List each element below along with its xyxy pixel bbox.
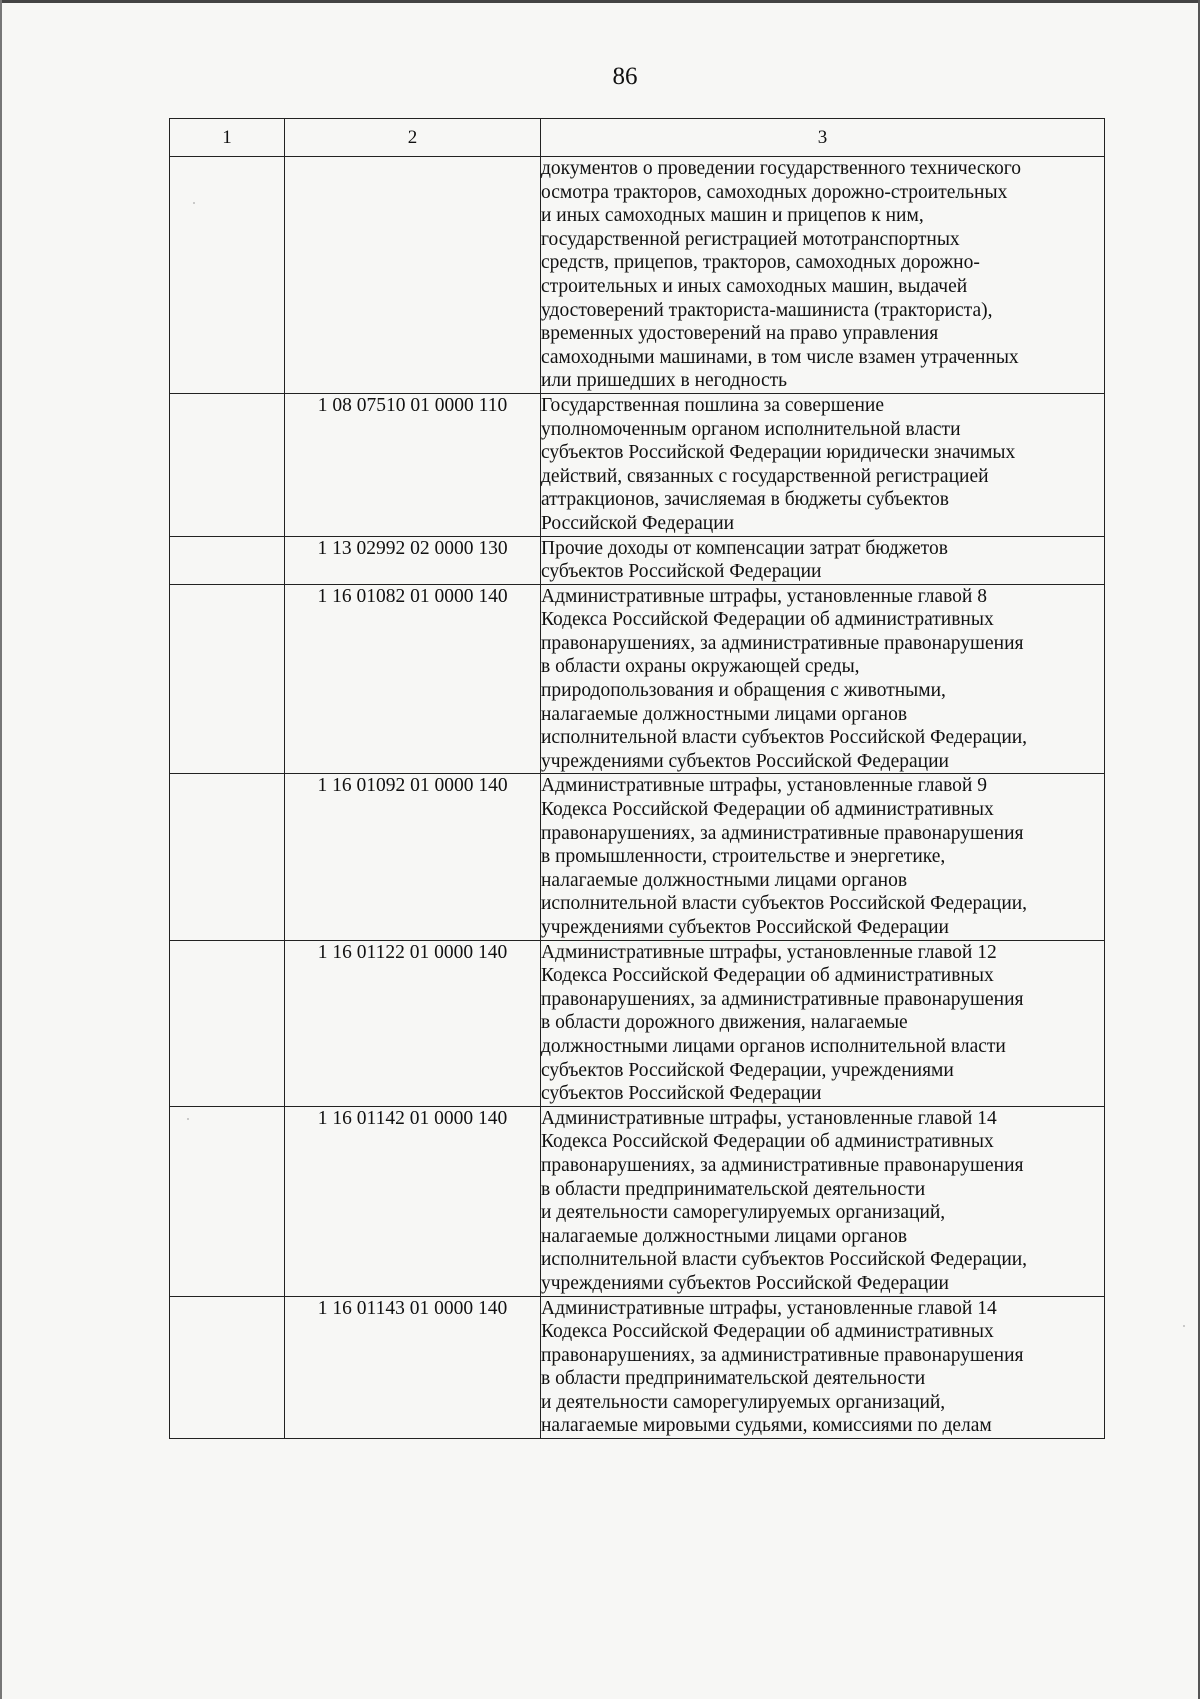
description-line: строительных и иных самоходных машин, выдачей	[541, 275, 968, 297]
description-line: осмотра тракторов, самоходных дорожно-строительных	[541, 181, 1008, 203]
description-line: Административные штрафы, установленные главой 9	[541, 775, 987, 797]
description-line: налагаемые должностными лицами органов	[541, 869, 908, 891]
budget-code-cell: 1 16 01143 01 0000 140	[285, 1296, 541, 1439]
description-line: налагаемые должностными лицами органов	[541, 1225, 908, 1247]
description-line: учреждениями субъектов Российской Федерации	[541, 750, 949, 772]
budget-code-cell: 1 16 01082 01 0000 140	[285, 584, 541, 774]
description-line: правонарушениях, за административные правонарушения	[541, 988, 1024, 1010]
description-line: правонарушениях, за административные правонарушения	[541, 632, 1024, 654]
description-line: в области предпринимательской деятельности	[541, 1368, 926, 1390]
description-line: удостоверений тракториста-машиниста (тракториста),	[541, 299, 993, 321]
description-line: субъектов Российской Федерации	[541, 1083, 822, 1105]
description-line: действий, связанных с государственной регистрацией	[541, 465, 989, 487]
description-line: в области дорожного движения, налагаемые	[541, 1012, 908, 1034]
description-line: Государственная пошлина за совершение	[541, 394, 885, 416]
revenue-description-cell	[541, 584, 1105, 774]
description-line: Административные штрафы, установленные главой 8	[541, 585, 987, 607]
description-line: Административные штрафы, установленные главой 14	[541, 1107, 997, 1129]
description-line: исполнительной власти субъектов Российской Федерации,	[541, 893, 1028, 915]
description-line: Административные штрафы, установленные главой 14	[541, 1297, 997, 1319]
description-line: самоходными машинами, в том числе взамен утраченных	[541, 346, 1019, 368]
table-row	[170, 940, 1105, 1106]
description-line: Прочие доходы от компенсации затрат бюджетов	[541, 537, 948, 559]
row-number-cell	[170, 393, 285, 536]
description-line: в области охраны окружающей среды,	[541, 656, 860, 678]
revenue-description-cell	[541, 940, 1105, 1106]
description-line: правонарушениях, за административные правонарушения	[541, 1344, 1024, 1366]
description-line: государственной регистрацией мототранспортных	[541, 228, 960, 250]
column-header-3: 3	[541, 119, 1105, 157]
description-line: субъектов Российской Федерации юридически значимых	[541, 442, 1016, 464]
description-line: в промышленности, строительстве и энергетике,	[541, 846, 946, 868]
description-line: налагаемые должностными лицами органов	[541, 703, 908, 725]
table-row	[170, 536, 1105, 584]
description-line: правонарушениях, за административные правонарушения	[541, 822, 1024, 844]
table-row	[170, 393, 1105, 536]
description-line: и деятельности саморегулируемых организаций,	[541, 1391, 946, 1413]
description-line: исполнительной власти субъектов Российской Федерации,	[541, 1249, 1028, 1271]
description-line: Кодекса Российской Федерации об административных	[541, 799, 994, 821]
scan-speck	[193, 202, 195, 204]
table-row	[170, 774, 1105, 940]
scan-edge-left	[0, 0, 2, 1699]
description-line: субъектов Российской Федерации	[541, 561, 822, 583]
table-row	[170, 1296, 1105, 1439]
budget-code-cell: 1 16 01122 01 0000 140	[285, 940, 541, 1106]
row-number-cell	[170, 1106, 285, 1296]
scan-edge-top	[0, 0, 1200, 3]
scan-speck	[1183, 1325, 1185, 1327]
row-number-cell	[170, 584, 285, 774]
revenue-codes-table	[169, 118, 1105, 1439]
table-row	[170, 157, 1105, 394]
description-line: учреждениями субъектов Российской Федерации	[541, 917, 949, 938]
description-line: исполнительной власти субъектов Российской Федерации,	[541, 727, 1028, 749]
description-line: и деятельности саморегулируемых организаций,	[541, 1202, 946, 1224]
revenue-description-cell	[541, 393, 1105, 536]
description-line: документов о проведении государственного технического	[541, 158, 1022, 179]
description-line: налагаемые мировыми судьями, комиссиями по делам	[541, 1415, 992, 1437]
budget-code-cell	[285, 157, 541, 394]
row-number-cell	[170, 940, 285, 1106]
description-line: средств, прицепов, тракторов, самоходных дорожно-	[541, 252, 980, 274]
description-line: Кодекса Российской Федерации об административных	[541, 1321, 994, 1343]
table-row	[170, 584, 1105, 774]
column-header-2: 2	[285, 119, 541, 157]
description-line: Кодекса Российской Федерации об административных	[541, 1131, 994, 1153]
revenue-description-cell	[541, 157, 1105, 394]
budget-code-cell: 1 08 07510 01 0000 110	[285, 393, 541, 536]
row-number-cell	[170, 157, 285, 394]
description-line: в области предпринимательской деятельности	[541, 1178, 926, 1200]
column-header-1: 1	[170, 119, 285, 157]
description-line: должностными лицами органов исполнительной власти	[541, 1035, 1006, 1057]
description-line: аттракционов, зачисляемая в бюджеты субъектов	[541, 489, 949, 511]
page-number: 86	[612, 63, 638, 90]
description-line: Российской Федерации	[541, 512, 735, 534]
description-line: субъектов Российской Федерации, учреждениями	[541, 1059, 954, 1081]
description-line: Кодекса Российской Федерации об административных	[541, 965, 994, 987]
description-line: природопользования и обращения с животными,	[541, 680, 946, 702]
description-line: Кодекса Российской Федерации об административных	[541, 609, 994, 631]
revenue-description-cell	[541, 774, 1105, 940]
description-line: или пришедших в негодность	[541, 370, 788, 392]
table-header-row	[170, 119, 1105, 157]
description-line: учреждениями субъектов Российской Федерации	[541, 1272, 949, 1294]
scan-speck	[187, 1118, 189, 1120]
description-line: правонарушениях, за административные правонарушения	[541, 1154, 1024, 1176]
table-row	[170, 1106, 1105, 1296]
table-body	[170, 157, 1105, 1439]
revenue-description-cell	[541, 1106, 1105, 1296]
description-line: Административные штрафы, установленные главой 12	[541, 941, 997, 963]
budget-code-cell: 1 16 01142 01 0000 140	[285, 1106, 541, 1296]
row-number-cell	[170, 536, 285, 584]
description-line: уполномоченным органом исполнительной власти	[541, 418, 961, 440]
row-number-cell	[170, 1296, 285, 1439]
row-number-cell	[170, 774, 285, 940]
revenue-description-cell	[541, 1296, 1105, 1439]
description-line: и иных самоходных машин и прицепов к ним,	[541, 205, 924, 227]
budget-code-cell: 1 16 01092 01 0000 140	[285, 774, 541, 940]
revenue-description-cell	[541, 536, 1105, 584]
description-line: временных удостоверений на право управления	[541, 323, 939, 345]
budget-code-cell: 1 13 02992 02 0000 130	[285, 536, 541, 584]
